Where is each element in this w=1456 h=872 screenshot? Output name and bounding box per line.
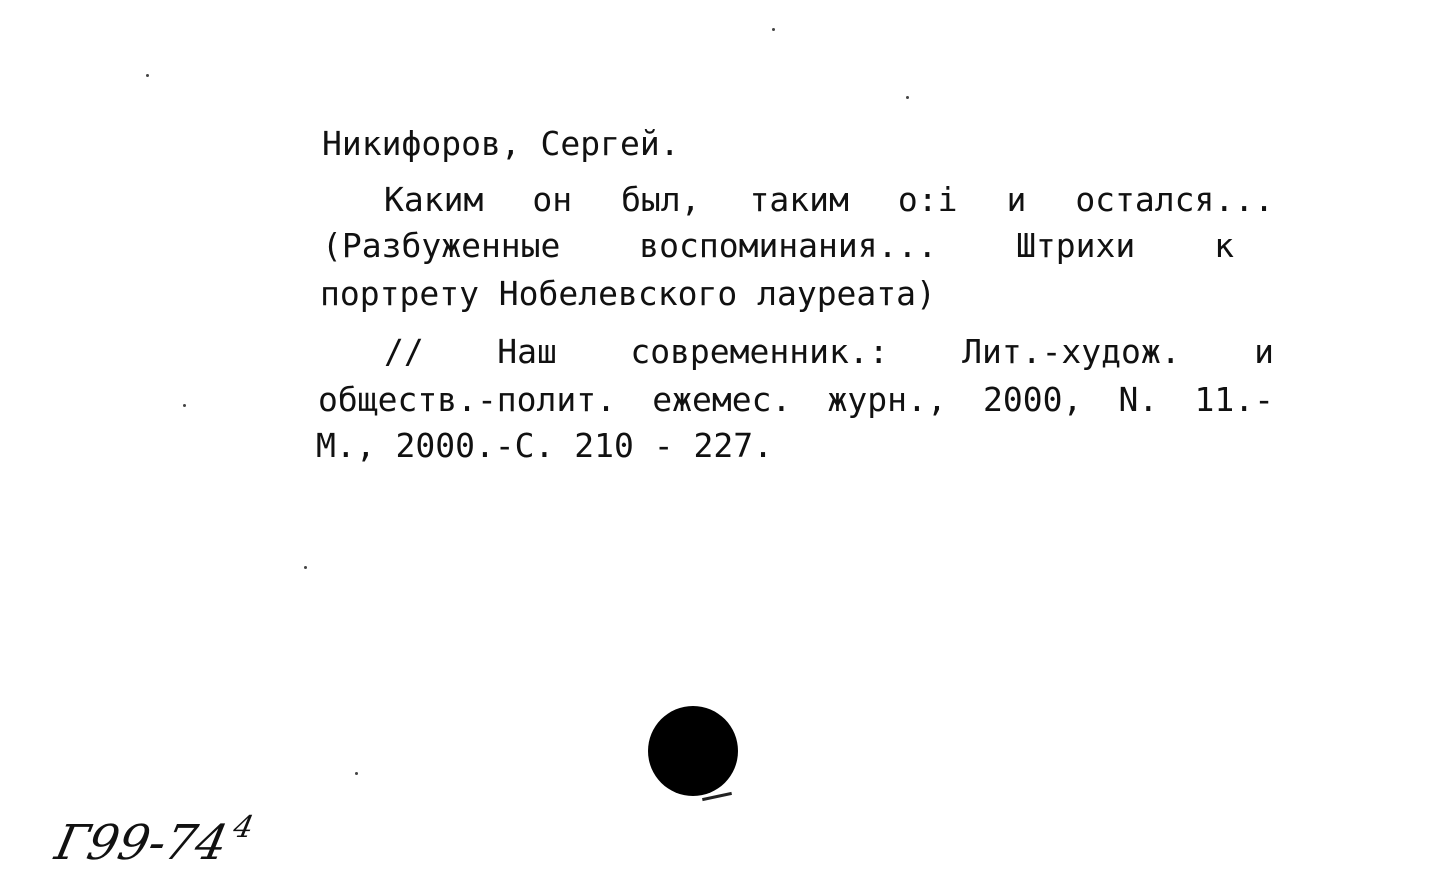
source-line-2 — [318, 380, 1274, 420]
word: и — [1006, 180, 1027, 219]
shelfmark — [50, 800, 258, 871]
word: воспоминания... — [639, 226, 938, 265]
shelfmark-superscript: 4 — [230, 810, 257, 845]
scan-speck — [183, 404, 186, 407]
word: N. — [1118, 380, 1159, 419]
title-line-1 — [384, 180, 1274, 220]
source-line-3: М., 2000.-С. 210 - 227. — [316, 426, 773, 465]
word: (Разбуженные — [322, 226, 561, 265]
word: Лит.-худож. — [962, 332, 1181, 371]
word: Наш — [497, 332, 557, 371]
word: Штрихи — [1016, 226, 1136, 265]
scan-speck — [906, 96, 909, 99]
scan-speck — [355, 772, 358, 775]
word: журн., — [827, 380, 947, 419]
word: 2000, — [982, 380, 1083, 419]
scan-speck — [304, 566, 307, 569]
scan-speck — [146, 74, 149, 77]
author-line: Никифоров, Сергей. — [322, 124, 680, 163]
shelfmark-code: Г99-74 — [50, 815, 233, 871]
punch-hole — [648, 706, 738, 796]
source-line-1 — [384, 332, 1274, 372]
word: современник.: — [630, 332, 889, 371]
word: таким — [749, 180, 849, 219]
word: // — [384, 332, 424, 371]
title-line-2 — [322, 226, 1234, 266]
scan-speck — [772, 28, 775, 31]
word: остался... — [1075, 180, 1274, 219]
word: 11.- — [1194, 380, 1274, 419]
word: к — [1214, 226, 1234, 265]
title-line-3: портрету Нобелевского лауреата) — [320, 274, 936, 313]
word: о:і — [897, 180, 958, 219]
word: был, — [621, 180, 701, 219]
word: и — [1254, 332, 1274, 371]
word: ежемес. — [652, 380, 792, 419]
word: он — [532, 180, 573, 219]
word: обществ.-полит. — [318, 380, 617, 419]
word: Каким — [384, 180, 484, 219]
